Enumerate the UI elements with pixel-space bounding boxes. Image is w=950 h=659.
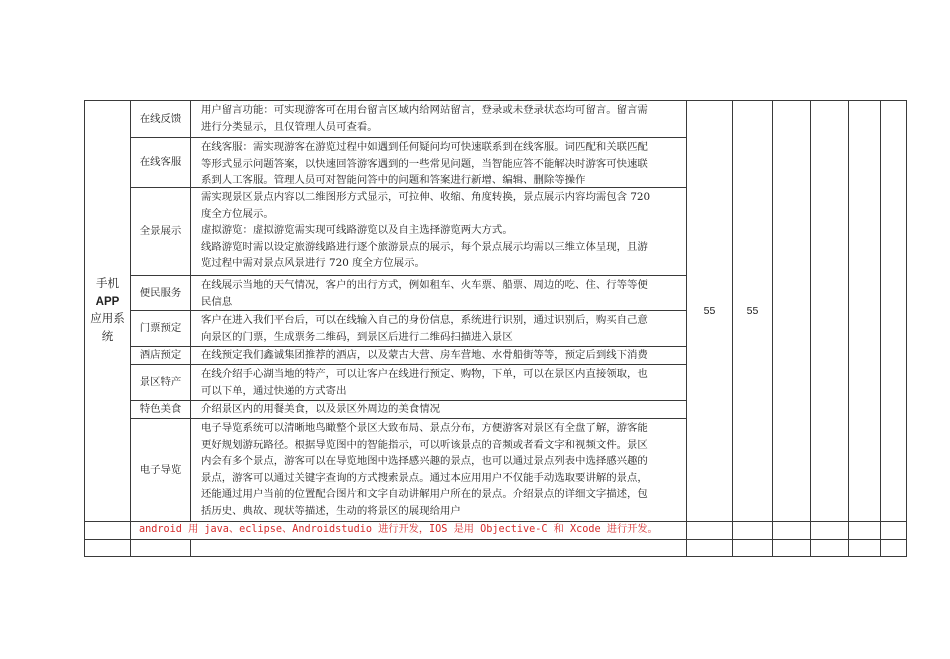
description-line: 电子导览系统可以清晰地鸟瞰整个景区大致布局、景点分布，方便游客对景区有全盘了解，游客能 [201, 422, 648, 434]
description-convenience [191, 276, 686, 310]
development-note: android 用 java、eclipse、Androidstudio 进行开发，IOS 是用 Objective-C 和 Xcode 进行开发。 [139, 524, 658, 536]
description-local-products [191, 365, 686, 400]
system-name-line: 统 [101, 330, 114, 343]
description-line: 进行分类显示，且仅管理人员可查看。 [201, 120, 378, 133]
category-e-guide: 电子导览 [139, 463, 182, 476]
description-online-feedback [191, 101, 686, 137]
description-line: 内会有多个景点，游客可以在导览地图中选择感兴趣的景点，也可以通过景点列表中选择感兴趣的 [201, 455, 648, 468]
description-line: 览过程中需对景点风景进行 720 度全方位展示。 [201, 257, 425, 270]
description-line: 介绍景区内的用餐美食，以及景区外周边的美食情况 [201, 403, 440, 415]
description-line: 更好规划游玩路径。根据导览图中的智能指示，可以听该景点的音频或者看文字和视频文件。景区 [201, 438, 648, 451]
description-line: 在线介绍手心湖当地的特产，可以让客户在线进行预定、购物，下单，可以在景区内直接领取，也 [201, 368, 648, 380]
system-name-line: 应用系 [90, 313, 125, 325]
grid-line [810, 100, 811, 557]
description-line: 虚拟游览：虚拟游览需实现可线路游览以及自主选择游览两大方式。 [201, 224, 513, 237]
description-hotel-booking [191, 347, 686, 364]
description-line: 民信息 [201, 295, 233, 308]
description-line: 在线展示当地的天气情况，客户的出行方式，例如租车、火车票、船票、周边的吃、住、行等等便 [201, 279, 648, 291]
system-name-line: APP [95, 295, 120, 308]
category-online-feedback: 在线反馈 [139, 112, 182, 125]
grid-line [880, 100, 881, 557]
description-line: 可以下单，通过快递的方式寄出 [201, 384, 347, 397]
description-line: 括历史、典故、现状等描述，生动的将景区的展现给用户 [201, 504, 461, 517]
description-line: 向景区的门票，生成票务二维码，到景区后进行二维码扫描进入景区 [201, 330, 513, 343]
description-line: 需实现景区景点内容以二维图形方式显示，可拉伸、收缩、角度转换，景点展示内容均需包含 720 [201, 191, 651, 203]
category-panorama: 全景展示 [139, 225, 182, 238]
category-local-food: 特色美食 [139, 403, 182, 416]
description-line: 度全方位展示。 [201, 207, 274, 220]
value-cell-1: 55 [703, 304, 716, 317]
description-line: 还能通过用户当前的位置配合图片和文字自动讲解用户所在的景点。介绍景点的详细文字描述，包 [201, 488, 648, 501]
description-line: 用户留言功能：可实现游客可在用台留言区域内给网站留言，登录或未登录状态均可留言。留言需 [201, 104, 648, 116]
grid-line [906, 100, 907, 557]
description-line: 景点，游客可以通过关键字查询的方式搜索景点。通过本应用用户不仅能手动选取要讲解的景点， [201, 471, 648, 484]
description-e-guide [191, 419, 686, 521]
system-name-cell [85, 101, 130, 521]
grid-line [772, 100, 773, 557]
grid-line [190, 539, 191, 557]
system-name-line: 手机 [96, 278, 119, 290]
description-line: 在线客服：需实现游客在游览过程中如遇到任何疑问均可快速联系到在线客服。词匹配和关联匹配 [201, 141, 648, 153]
description-line: 等形式显示问题答案，以快速回答游客遇到的一些常见问题，当智能应答不能解决时游客可快速联 [201, 157, 648, 170]
description-line: 系到人工客服。管理人员可对智能问答中的问题和答案进行新增、编辑、删除等操作 [201, 174, 586, 187]
category-local-products: 景区特产 [139, 376, 182, 389]
description-local-food [191, 401, 686, 418]
description-panorama [191, 188, 686, 275]
grid-line [84, 556, 906, 557]
description-line: 客户在进入我们平台后，可以在线输入自己的身份信息，系统进行识别，通过识别后，购买自己意 [201, 314, 648, 326]
category-ticket-booking: 门票预定 [139, 322, 182, 335]
description-line: 线路游览时需以设定旅游线路进行逐个旅游景点的展示，每个景点展示均需以三维立体呈现，且游 [201, 240, 648, 253]
category-online-service: 在线客服 [139, 156, 182, 169]
grid-line [848, 100, 849, 557]
grid-line [84, 539, 906, 540]
value-cell-2: 55 [746, 304, 759, 317]
category-hotel-booking: 酒店预定 [139, 349, 182, 362]
description-line: 在线预定我们鑫诚集团推荐的酒店，以及蒙古大营、房车营地、水骨船街等等，预定后到线下消费 [201, 349, 648, 361]
category-convenience: 便民服务 [139, 286, 182, 299]
description-online-service [191, 138, 686, 187]
description-ticket-booking [191, 311, 686, 346]
